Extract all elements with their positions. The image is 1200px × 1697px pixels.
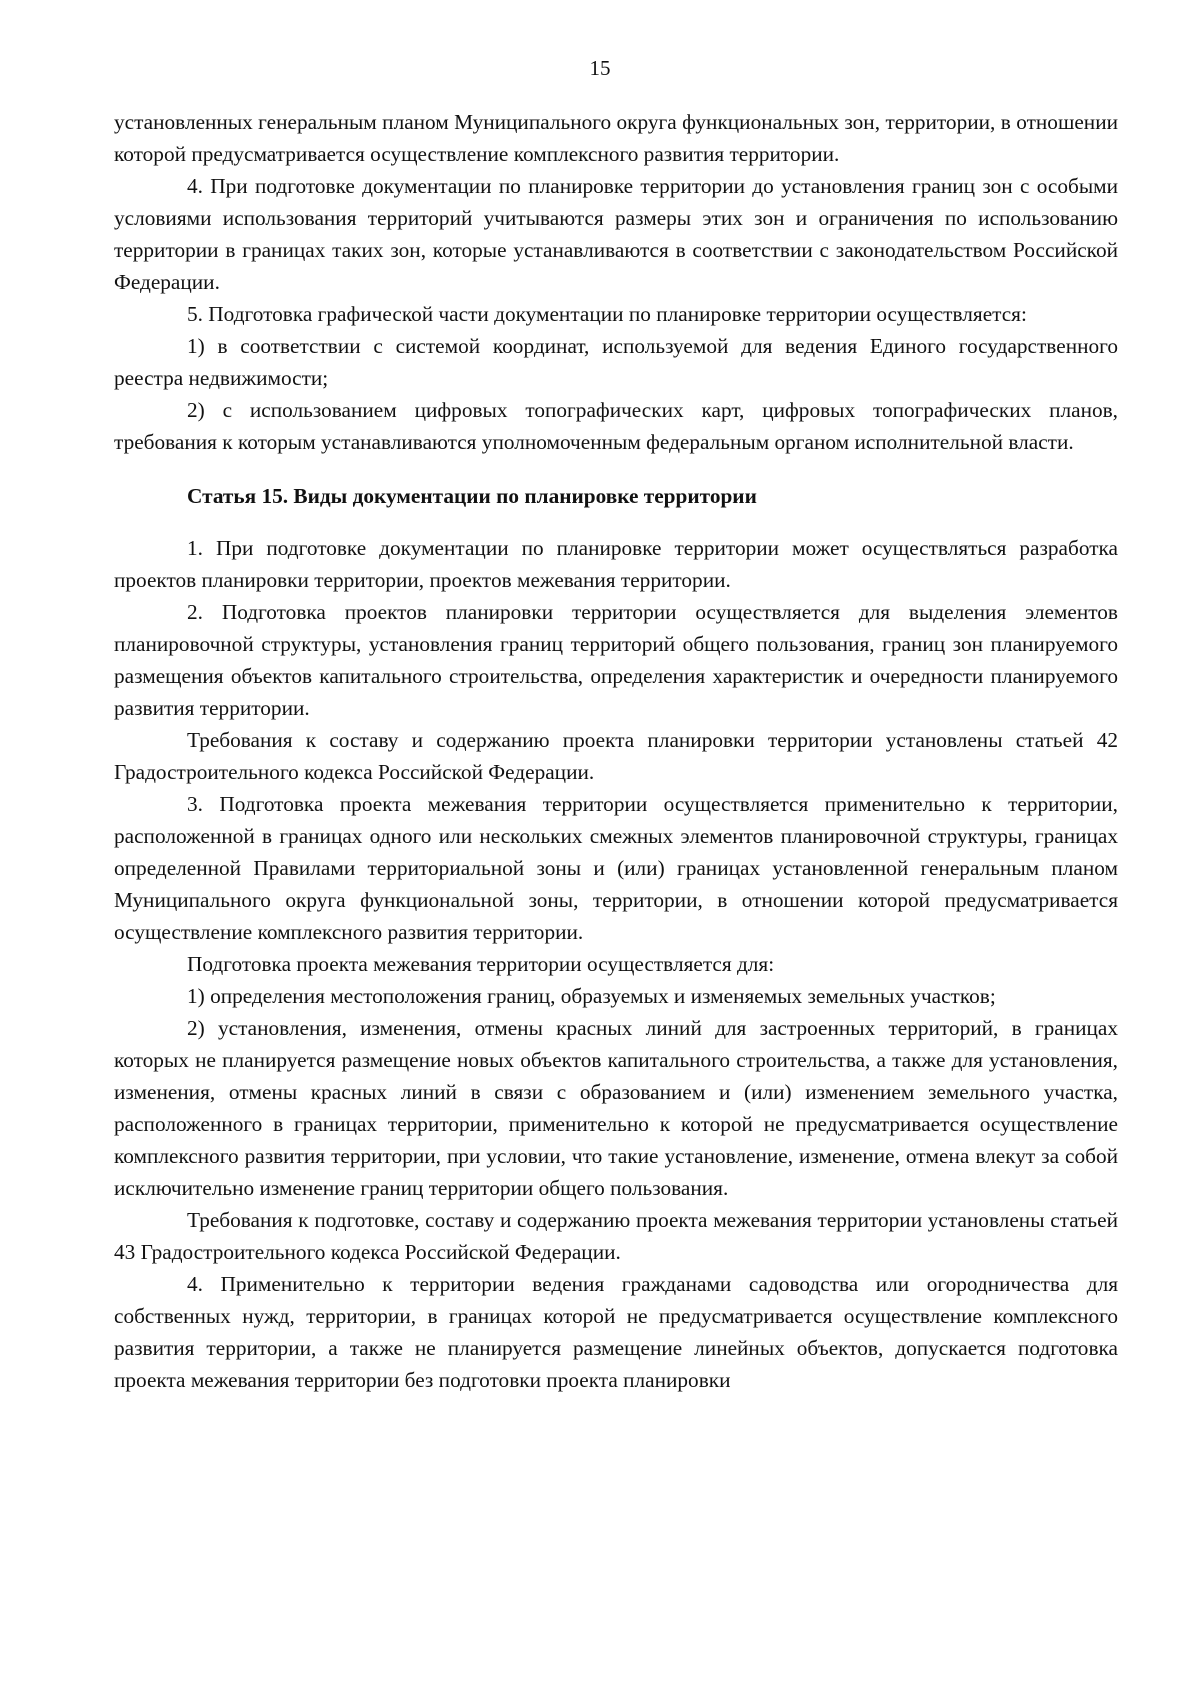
paragraph-subitem-1: 1) в соответствии с системой координат, используемой для ведения Единого государственного реестра недвижимости; bbox=[114, 334, 1118, 390]
article-subitem-1: 1) определения местоположения границ, образуемых и изменяемых земельных участков; bbox=[187, 984, 996, 1008]
article-paragraph-2: 2. Подготовка проектов планировки территории осуществляется для выделения элементов планировочной структуры, установления границ территорий общего пользования, границ зон планируемого размещения объектов капитального строительства, определения характеристик и очередности планируемого развития территории. bbox=[114, 600, 1118, 720]
article-paragraph-1: 1. При подготовке документации по планировке территории может осуществляться разработка проектов планировки территории, проектов межевания территории. bbox=[114, 536, 1118, 592]
article-paragraph-requirements-planning: Требования к составу и содержанию проекта планировки территории установлены статьей 42 Градостроительного кодекса Российской Федерации. bbox=[114, 728, 1118, 784]
article-paragraph-survey-purpose: Подготовка проекта межевания территории осуществляется для: bbox=[187, 952, 775, 976]
page-number: 15 bbox=[589, 56, 611, 80]
article-subitem-2: 2) установления, изменения, отмены красных линий для застроенных территорий, в границах которых не планируется размещение новых объектов капитального строительства, а также для установления, изменения, отмены красных линий в связи с образованием и (или) изменением земельного участка, расположенного в границах территории, применительно к которой не предусматривается осуществление комплексного развития территории, при условии, что такие установление, изменение, отмена влекут за собой исключительно изменение границ территории общего пользования. bbox=[114, 1016, 1118, 1200]
article-paragraph-4: 4. Применительно к территории ведения гражданами садоводства или огородничества для собственных нужд, территории, в границах которой не предусматривается осуществление комплексного развития территории, а также не планируется размещение линейных объектов, допускается подготовка проекта межевания территории без подготовки проекта планировки bbox=[114, 1272, 1118, 1392]
paragraph-subitem-2: 2) с использованием цифровых топографических карт, цифровых топографических планов, требования к которым устанавливаются уполномоченным федеральным органом исполнительной власти. bbox=[114, 398, 1118, 454]
article-heading: Статья 15. Виды документации по планировке территории bbox=[187, 484, 757, 508]
paragraph-item-4: 4. При подготовке документации по планировке территории до установления границ зон с особыми условиями использования территорий учитываются размеры этих зон и ограничения по использованию территории в границах таких зон, которые устанавливаются в соответствии с законодательством Российской Федерации. bbox=[114, 174, 1118, 294]
paragraph-continuation: установленных генеральным планом Муниципального округа функциональных зон, территории, в отношении которой предусматривается осуществление комплексного развития территории. bbox=[114, 110, 1118, 166]
paragraph-item-5: 5. Подготовка графической части документации по планировке территории осуществляется: bbox=[187, 302, 1027, 326]
article-paragraph-requirements-survey: Требования к подготовке, составу и содержанию проекта межевания территории установлены статьей 43 Градостроительного кодекса Российской Федерации. bbox=[114, 1208, 1118, 1264]
article-paragraph-3: 3. Подготовка проекта межевания территории осуществляется применительно к территории, расположенной в границах одного или нескольких смежных элементов планировочной структуры, границах определенной Правилами территориальной зоны и (или) границах установленной генеральным планом Муниципального округа функциональной зоны, территории, в отношении которой предусматривается осуществление комплексного развития территории. bbox=[114, 792, 1118, 944]
document-body bbox=[114, 106, 1118, 1396]
